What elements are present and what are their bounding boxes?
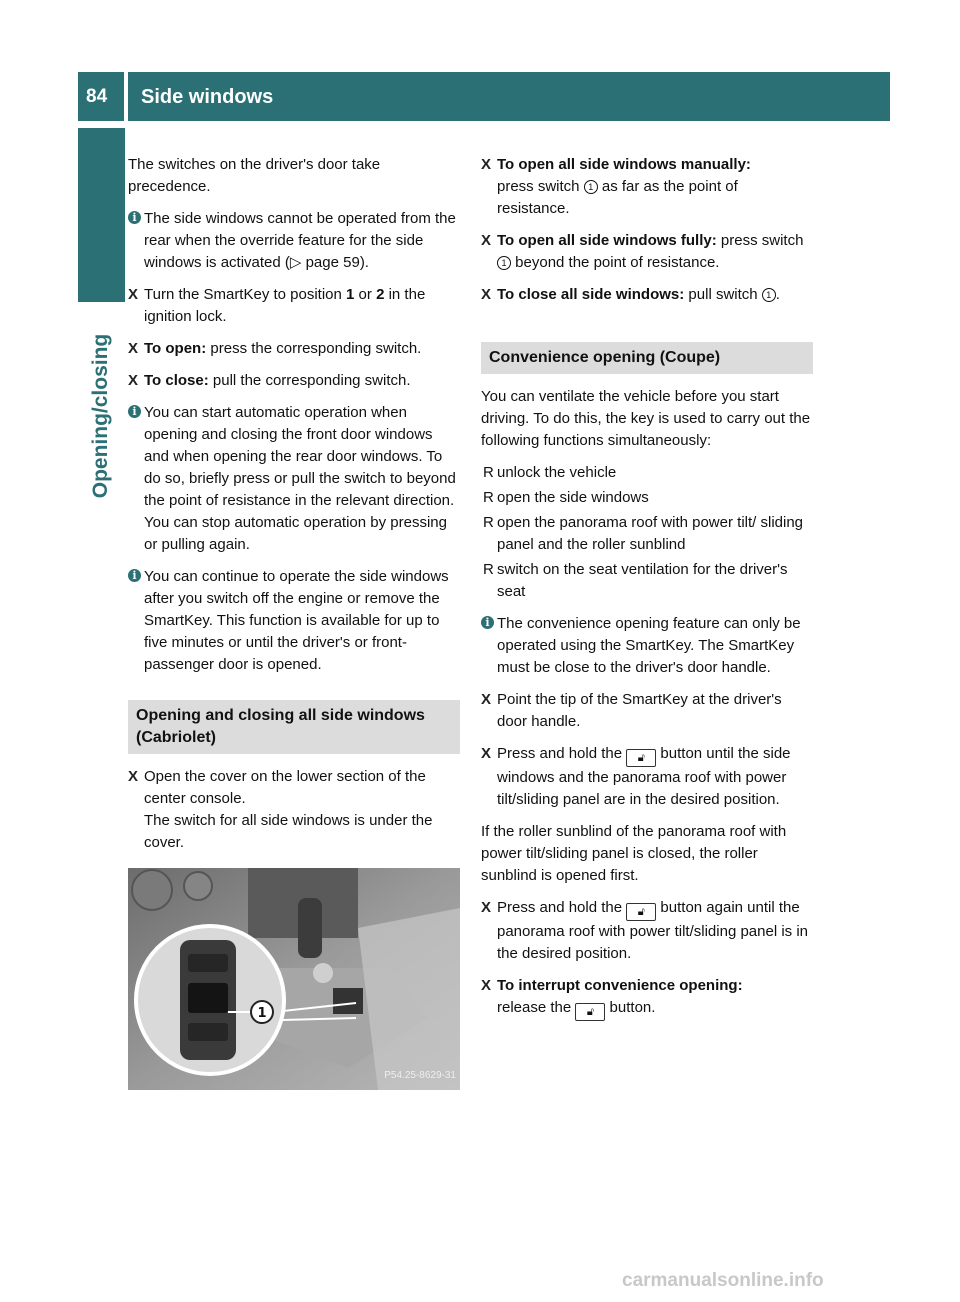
- list-item: [481, 462, 813, 484]
- instruction-step: [481, 743, 813, 811]
- step-marker-icon: X: [128, 768, 139, 785]
- instruction-step: [128, 766, 460, 854]
- instruction-step: [481, 230, 813, 274]
- info-note: [128, 208, 460, 274]
- info-note: [128, 402, 460, 556]
- step-marker-icon: X: [481, 232, 492, 249]
- bullet-icon: R: [483, 464, 494, 481]
- bullet-icon: R: [483, 561, 494, 578]
- step-marker-icon: X: [481, 745, 492, 762]
- watermark: carmanualsonline.info: [622, 1270, 824, 1291]
- section-title: Side windows: [141, 86, 274, 108]
- instruction-step: [481, 284, 813, 306]
- step-heading: To close all side windows:: [497, 286, 685, 303]
- instruction-step: [481, 897, 813, 965]
- step-heading: To close:: [144, 372, 209, 389]
- step-text: The switch for all side windows is under the cover.: [144, 812, 433, 851]
- bullet-icon: R: [483, 489, 494, 506]
- list-item-text: unlock the vehicle: [497, 464, 617, 481]
- left-column: [128, 154, 460, 1090]
- step-text: in the ignition lock.: [144, 286, 426, 325]
- body-paragraph: You can ventilate the vehicle before you start driving. To do this, the key is used to carry out the following functions simultaneously:: [481, 388, 811, 449]
- step-marker-icon: X: [481, 977, 492, 994]
- instruction-step: [481, 689, 813, 733]
- subsection-heading: Opening and closing all side windows (Cabriolet): [128, 700, 460, 754]
- list-item: [481, 559, 813, 603]
- info-note: [481, 613, 813, 679]
- console-switch-photo: [128, 868, 460, 1090]
- list-item: [481, 512, 813, 556]
- info-icon: i: [128, 405, 141, 418]
- step-text: Open the cover on the lower section of the center console.: [144, 768, 426, 807]
- unlock-button-icon: 🔓︎: [626, 903, 656, 921]
- header-divider: [124, 72, 128, 121]
- step-text: pull switch: [684, 286, 762, 303]
- info-icon: i: [128, 569, 141, 582]
- step-text: pull the corresponding switch.: [208, 372, 411, 389]
- right-column: [481, 154, 813, 1031]
- step-text: .: [775, 286, 780, 303]
- step-marker-icon: X: [481, 286, 492, 303]
- instruction-step: [128, 284, 460, 328]
- instruction-step: [128, 370, 460, 392]
- callout-number: 1: [257, 1006, 267, 1021]
- step-heading: To interrupt convenience opening:: [497, 977, 743, 994]
- side-tab-label: Opening/closing: [89, 333, 112, 499]
- switch-1-icon: 1: [584, 180, 598, 194]
- step-text: Press and hold the: [497, 745, 627, 762]
- instruction-step: [128, 338, 460, 360]
- unlock-button-icon: 🔓︎: [626, 749, 656, 767]
- step-text: button until the side windows and the panorama roof with power tilt/sliding panel are in the desired position.: [497, 745, 791, 808]
- step-text: press switch: [497, 178, 584, 195]
- info-icon: i: [128, 211, 141, 224]
- step-marker-icon: X: [481, 156, 492, 173]
- step-text: Press and hold the: [497, 899, 627, 916]
- position-1: 1: [346, 286, 355, 303]
- info-text: The convenience opening feature can only be operated using the SmartKey. The SmartKey must be close to the driver's door handle.: [497, 615, 801, 676]
- info-text: You can continue to operate the side windows after you switch off the engine or remove the SmartKey. This function is available for up to five minutes or until the driver's or front-passenger door is opened.: [144, 568, 449, 673]
- step-text: or: [354, 286, 377, 303]
- list-item-text: open the side windows: [497, 489, 649, 506]
- console-illustration: [128, 868, 460, 1090]
- step-text: button again until the panorama roof with power tilt/sliding panel is in the desired position.: [497, 899, 808, 962]
- unlock-button-icon: 🔓︎: [575, 1003, 605, 1021]
- step-marker-icon: X: [128, 286, 139, 303]
- info-note: [128, 566, 460, 676]
- info-text: You can start automatic operation when opening and closing the front door windows and when opening the rear door windows. To do so, briefly press or pull the switch to beyond the point of resistance in the relevant direction. You can stop automatic operation by pressing or pulling again.: [144, 404, 456, 553]
- step-text: press the corresponding switch.: [206, 340, 422, 357]
- position-2: 2: [376, 286, 385, 303]
- page-number: 84: [86, 86, 108, 107]
- list-item: [481, 487, 813, 509]
- intro-text: The switches on the driver's door take precedence.: [128, 156, 381, 195]
- switch-1-icon: 1: [497, 256, 511, 270]
- step-text: press switch: [716, 232, 804, 249]
- step-text: Turn the SmartKey to position: [144, 286, 347, 303]
- bullet-icon: R: [483, 514, 494, 531]
- step-heading: To open all side windows manually:: [497, 156, 751, 173]
- switch-1-icon: 1: [762, 288, 776, 302]
- instruction-step: [481, 975, 813, 1021]
- step-heading: To open all side windows fully:: [497, 232, 717, 249]
- step-text: beyond the point of resistance.: [511, 254, 720, 271]
- list-item-text: open the panorama roof with power tilt/ sliding panel and the roller sunblind: [497, 514, 804, 553]
- step-text: Point the tip of the SmartKey at the driver's door handle.: [497, 691, 782, 730]
- subsection-heading: Convenience opening (Coupe): [481, 342, 813, 374]
- step-marker-icon: X: [481, 691, 492, 708]
- step-text: button.: [605, 999, 656, 1016]
- body-paragraph: If the roller sunblind of the panorama roof with power tilt/sliding panel is closed, the roller sunblind is opened first.: [481, 823, 787, 884]
- side-tab: [78, 128, 125, 302]
- list-item-text: switch on the seat ventilation for the driver's seat: [497, 561, 788, 600]
- step-heading: To open:: [144, 340, 207, 357]
- instruction-step: [481, 154, 813, 220]
- step-text: as far as the point of resistance.: [497, 178, 738, 217]
- info-icon: i: [481, 616, 494, 629]
- step-marker-icon: X: [128, 340, 139, 357]
- step-text: release the: [497, 999, 576, 1016]
- figure-code: P54.25-8629-31: [384, 1070, 456, 1081]
- step-marker-icon: X: [128, 372, 139, 389]
- info-text: The side windows cannot be operated from the rear when the override feature for the side windows is activated (▷ page 59).: [144, 210, 456, 271]
- step-marker-icon: X: [481, 899, 492, 916]
